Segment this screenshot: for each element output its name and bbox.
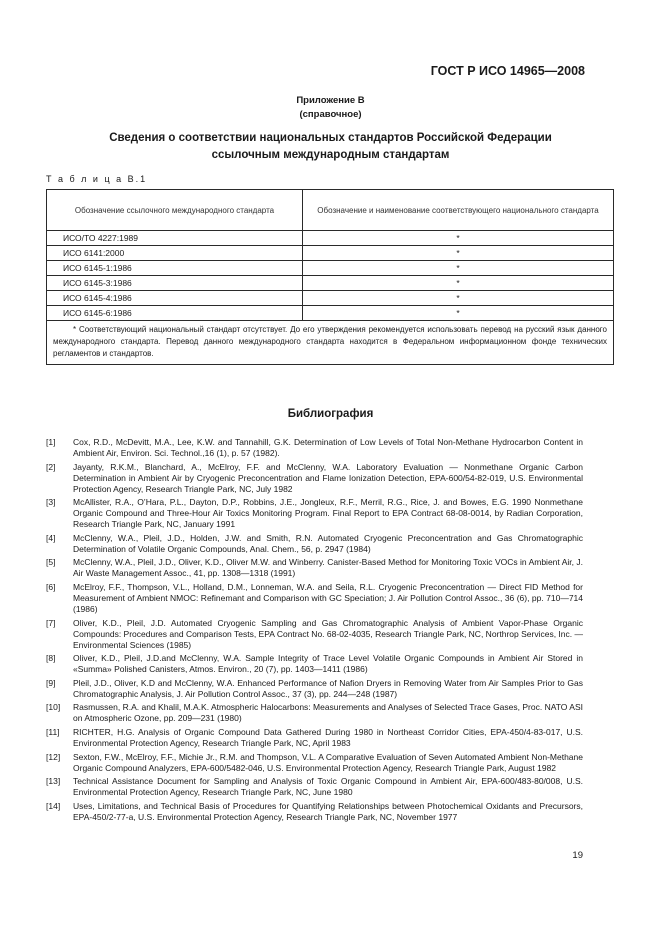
bibliography-number: [2] — [46, 461, 56, 472]
bibliography-entry — [46, 801, 583, 823]
bibliography-list — [46, 437, 583, 825]
bibliography-entry — [46, 752, 583, 774]
bibliography-number: [7] — [46, 617, 56, 628]
annex-heading — [0, 94, 661, 122]
table-header-international: Обозначение ссылочного международного стандарта — [47, 190, 303, 231]
bibliography-text: Oliver, K.D., Pleil, J.D.and McClenny, W.A. Sample Integrity of Trace Level Volatile Organic Compounds in Ambient Air Stored in «Summa» Polished Canisters, Atmos. Environ., 20 (7), pp. 1403—1411 (1986) — [73, 653, 583, 675]
bibliography-text: RICHTER, H.G. Analysis of Organic Compound Data Gathered During 1980 in Northeast Corridor Cities, EPA-450/4-83-017, U.S. Environmental Protection Agency, Research Triangle Park, NC, April 1983 — [73, 726, 583, 748]
bibliography-number: [9] — [46, 677, 56, 688]
bibliography-text: Jayanty, R.K.M., Blanchard, A., McElroy, F.F. and McClenny, W.A. Laboratory Evaluation — Nonmethane Organic Carbon Determination in Ambient Air by Cryogenic Preconcentration and Flame Ionization Detection, EPA-600/54-82-019, U.S. Environmental Protection Agency, Research Triangle Park, NC, July 1982 — [73, 461, 583, 494]
page-number: 19 — [572, 850, 583, 861]
bibliography-entry — [46, 618, 583, 651]
bibliography-text: McClenny, W.A., Pleil, J.D., Oliver, K.D., Oliver M.W. and Winberry. Canister-Based Method for Monitoring Toxic VOCs in Ambient Air, J. Air Waste Management Assoc., 41, pp. 1308—1318 (1991) — [73, 557, 583, 579]
bibliography-number: [8] — [46, 653, 56, 664]
bibliography-entry — [46, 727, 583, 749]
annex-type: (справочное) — [299, 109, 362, 120]
bibliography-text: Uses, Limitations, and Technical Basis of Procedures for Quantifying Relationships between Photochemical Oxidants and Precursors, EPA-450/2-77-a, U.S. Environmental Protection Agency, Research Triangle Park, NC, November 1977 — [73, 800, 583, 822]
table-cell-code: ИСО 6145-6:1986 — [47, 306, 303, 321]
table-footnote-row — [47, 321, 614, 365]
bibliography-number: [14] — [46, 800, 61, 811]
table-row — [47, 261, 614, 276]
table-cell-national: * — [303, 276, 614, 291]
bibliography-number: [10] — [46, 702, 61, 713]
table-label: Т а б л и ц а В.1 — [46, 174, 148, 184]
bibliography-text: Cox, R.D., McDevitt, M.A., Lee, K.W. and Tannahill, G.K. Determination of Low Levels of Total Non-Methane Hydrocarbon Content in Ambient Air, Environ. Sci. Technol.,16 (1), p. 57 (1982). — [73, 437, 583, 458]
table-cell-national: * — [303, 246, 614, 261]
bibliography-number: [12] — [46, 751, 61, 762]
table-cell-code: ИСО 6145-1:1986 — [47, 261, 303, 276]
bibliography-number: [6] — [46, 581, 56, 592]
table-cell-code: ИСО 6145-3:1986 — [47, 276, 303, 291]
bibliography-text: McClenny, W.A., Pleil, J.D., Holden, J.W. and Smith, R.N. Automated Cryogenic Preconcentration and Gas Chromatographic Determination of Volatile Organic Compounds, Anal. Chem., 56, p. 2947 (1984) — [73, 532, 583, 554]
correspondence-table — [46, 189, 614, 365]
bibliography-entry — [46, 557, 583, 579]
bibliography-text: McAllister, R.A., O’Hara, P.L., Dayton, D.P., Robbins, J.E., Jongleux, R.F., Merril, R.G., Rice, J. and Bowes, E.G. 1990 Nonmethane Organic Compound and Three-Hour Air Toxics Monitoring Program. Final Report to EPA Contract 68-08-0014, by Radian Corporation, Research Triangle Park, NC, January 1991 — [73, 497, 583, 530]
bibliography-text: Sexton, F.W., McElroy, F.F., Michie Jr., R.M. and Thompson, V.L. A Comparative Evaluation of Seven Automated Ambient Non-Methane Organic Compound Analyzers, EPA-600/5482-046, U.S. Environmental Protection Agency, Research Triangle Park, August 1982 — [73, 751, 583, 773]
bibliography-number: [13] — [46, 776, 61, 787]
bibliography-text: Rasmussen, R.A. and Khalil, M.A.K. Atmospheric Halocarbons: Measurements and Analyses of Selected Trace Gases, Proc. NATO ASI on Atmospheric Ozone, pp. 209—231 (1980) — [73, 702, 583, 724]
standard-code: ГОСТ Р ИСО 14965—2008 — [430, 64, 585, 78]
table-cell-national: * — [303, 306, 614, 321]
table-row — [47, 291, 614, 306]
bibliography-entry — [46, 653, 583, 675]
bibliography-number: [3] — [46, 497, 56, 508]
bibliography-entry — [46, 776, 583, 798]
bibliography-entry — [46, 462, 583, 495]
table-footnote: * Соответствующий национальный стандарт отсутствует. До его утверждения рекомендуется использовать перевод на русский язык данного международного стандарта. Перевод данного международного стандарта находится в Федеральном информационном фонде технических регламентов и стандартов. — [47, 321, 614, 365]
table-cell-national: * — [303, 261, 614, 276]
bibliography-text: McElroy, F.F., Thompson, V.L., Holland, D.M., Lonneman, W.A. and Seila, R.L. Cryogenic Preconcentration — Direct FID Method for Measurement of Ambient NMOC: Refinemant and Comparison with GC Speciation; J. Air Pollution Control Assoc., 36 (6), pp. 710—714 (1986) — [73, 581, 583, 614]
table-cell-code: ИСО 6141:2000 — [47, 246, 303, 261]
table-header-national: Обозначение и наименование соответствующего национального стандарта — [303, 190, 614, 231]
bibliography-number: [11] — [46, 726, 60, 737]
bibliography-text: Pleil, J.D., Oliver, K.D and McClenny, W.A. Enhanced Performance of Nafion Dryers in Removing Water from Air Samples Prior to Gas Chromatographic Analysis, J. Air Pollution Control Assoc., 37 (3), pp. 244—248 (1987) — [73, 677, 583, 699]
table-cell-national: * — [303, 231, 614, 246]
annex-label: Приложение В — [296, 95, 365, 106]
table-cell-national: * — [303, 291, 614, 306]
table-cell-code: ИСО 6145-4:1986 — [47, 291, 303, 306]
bibliography-entry — [46, 437, 583, 459]
bibliography-number: [4] — [46, 532, 56, 543]
bibliography-entry — [46, 533, 583, 555]
bibliography-text: Oliver, K.D., Pleil, J.D. Automated Cryogenic Sampling and Gas Chromatographic Analysis of Ambient Vapor-Phase Organic Compounds: Procedures and Comparison Tests, EPA Contract No. 68-02-4035, Research Triangle Park, NC, Northrop Services, Inc. — Environmental Sciences (1985) — [73, 617, 583, 650]
bibliography-entry — [46, 497, 583, 530]
bibliography-entry — [46, 702, 583, 724]
annex-title: Сведения о соответствии национальных стандартов Российской Федерации ссылочным международным стандартам — [109, 132, 552, 161]
table-header-row — [47, 190, 614, 231]
bibliography-number: [5] — [46, 557, 56, 568]
bibliography-number: [1] — [46, 437, 56, 447]
bibliography-entry — [46, 678, 583, 700]
bibliography-title: Библиография — [287, 408, 374, 420]
bibliography-text: Technical Assistance Document for Sampling and Analysis of Toxic Organic Compound in Ambient Air, EPA-600/483-80/008, U.S. Environmental Protection Agency, Research Triangle Park, NC, June 1980 — [73, 776, 583, 798]
bibliography-entry — [46, 582, 583, 615]
table-row — [47, 276, 614, 291]
table-cell-code: ИСО/ТО 4227:1989 — [47, 231, 303, 246]
table-row — [47, 246, 614, 261]
table-row — [47, 231, 614, 246]
table-row — [47, 306, 614, 321]
